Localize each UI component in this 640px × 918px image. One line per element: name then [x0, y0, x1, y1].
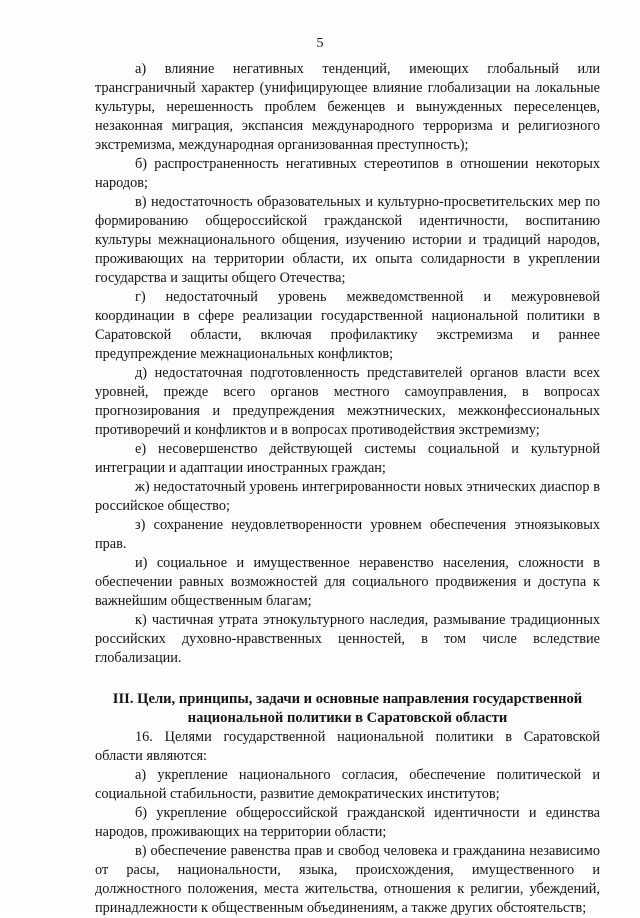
paragraph-16: 16. Целями государственной национальной политики в Саратовской области являются:	[95, 729, 600, 764]
paragraph-g: г) недостаточный уровень межведомственной и межуровневой координации в сфере реализации государственной национальной политики в Саратовской области, включая профилактику экстремизма и раннее предупреждение межнациональных конфликтов;	[95, 289, 600, 362]
paragraph-b: б) распространенность негативных стереотипов в отношении некоторых народов;	[95, 156, 600, 191]
goal-v: в) обеспечение равенства прав и свобод человека и гражданина независимо от расы, национальности, языка, происхождения, имущественного и должностного положения, места жительства, отношения к религии, убеждений, принадлежности к общественным объединениям, а также других обстоятельств;	[95, 843, 600, 916]
paragraph-k: к) частичная утрата этнокультурного наследия, размывание традиционных российских духовно-нравственных ценностей, в том числе вследствие глобализации.	[95, 612, 600, 666]
paragraph-z: з) сохранение неудовлетворенности уровнем обеспечения этноязыковых прав.	[95, 517, 600, 552]
paragraph-d: д) недостаточная подготовленность представителей органов власти всех уровней, прежде всего органов местного самоуправления, в вопросах прогнозирования и предупреждения межэтнических, межконфессиональных противоречий и конфликтов и в вопросах противодействия экстремизму;	[95, 365, 600, 438]
paragraph-i: и) социальное и имущественное неравенство населения, сложности в обеспечении равных возможностей для социального продвижения и доступа к важнейшим общественным благам;	[95, 555, 600, 609]
paragraph-zh: ж) недостаточный уровень интегрированности новых этнических диаспор в российское общество;	[95, 479, 600, 514]
document-body	[95, 60, 600, 918]
goal-b: б) укрепление общероссийской гражданской идентичности и единства народов, проживающих на территории области;	[95, 805, 600, 840]
section-heading: III. Цели, принципы, задачи и основные направления государственной национальной политики в Саратовской области	[112, 691, 583, 726]
page-number: 5	[316, 36, 324, 51]
paragraph-e: е) несовершенство действующей системы социальной и культурной интеграции и адаптации иностранных граждан;	[95, 441, 600, 476]
paragraph-v: в) недостаточность образовательных и культурно-просветительских мер по формированию общероссийской гражданской идентичности, воспитанию культуры межнационального общения, изучению истории и традиций народов, проживающих на территории области, их опыта солидарности в укреплении государства и защиты общего Отечества;	[95, 194, 600, 286]
goal-a: а) укрепление национального согласия, обеспечение политической и социальной стабильности, развитие демократических институтов;	[95, 767, 600, 802]
paragraph-a: а) влияние негативных тенденций, имеющих глобальный или трансграничный характер (унифицирующее влияние глобализации на локальные культуры, нерешенность проблем беженцев и вынужденных переселенцев, незаконная миграция, экспансия международного терроризма и религиозного экстремизма, международная организованная преступность);	[95, 61, 600, 153]
